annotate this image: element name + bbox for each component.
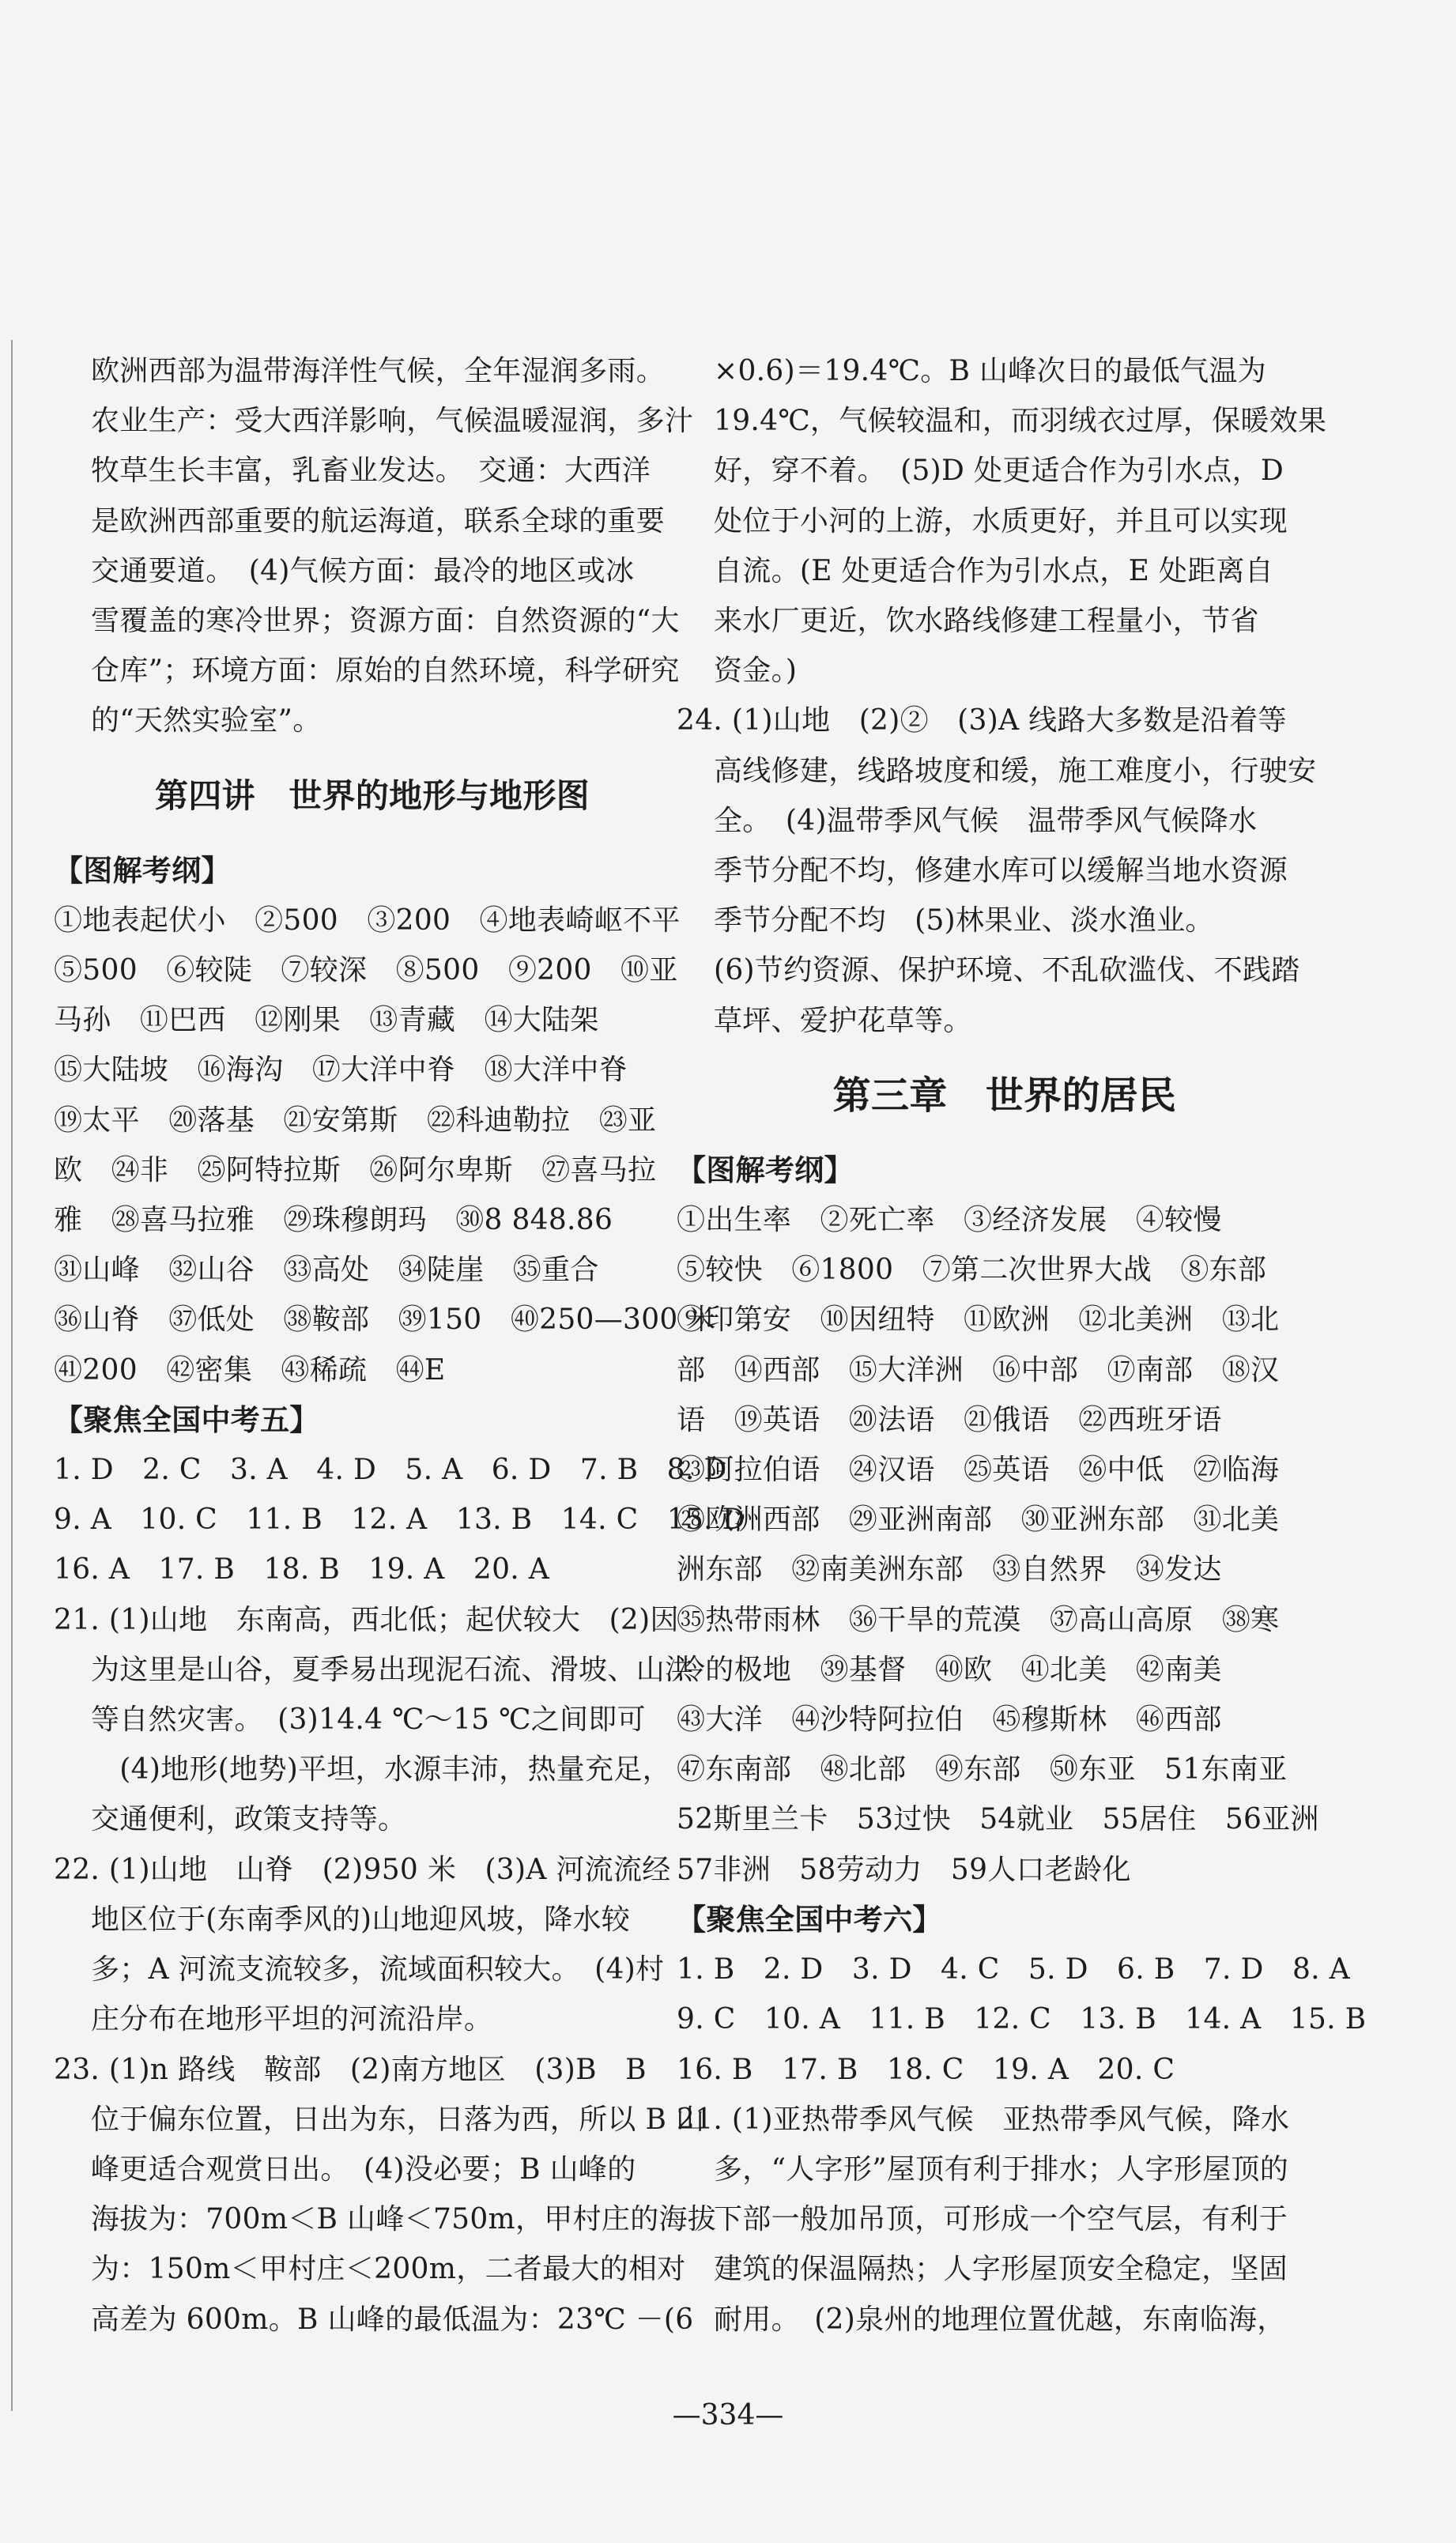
text-line: 地区位于(东南季风的)山地迎风坡，降水较 — [91, 1903, 631, 1936]
text-line: 语 ⑲英语 ⑳法语 ㉑俄语 ㉒西班牙语 — [677, 1403, 1222, 1436]
text-line: ㊱山脊 ㊲低处 ㊳鞍部 ㊴150 ㊵250—300 米 — [54, 1304, 716, 1337]
text-line: 多；A 河流支流较多，流域面积较大。 (4)村 — [91, 1953, 665, 1986]
text-line: 16. B 17. B 18. C 19. A 20. C — [677, 2053, 1175, 2086]
text-line: ×0.6)＝19.4℃。B 山峰次日的最低气温为 — [714, 355, 1266, 387]
text-line: 21. (1)亚热带季风气候 亚热带季风气候，降水 — [677, 2103, 1290, 2136]
section-heading: 【图解考纲】 — [677, 1153, 854, 1187]
section-heading: 【图解考纲】 — [54, 853, 231, 888]
text-line: 的“天然实验室”。 — [91, 704, 322, 738]
page-number: —334— — [672, 2399, 784, 2432]
text-line: 57非洲 58劳动力 59人口老龄化 — [677, 1853, 1131, 1886]
text-line: ①地表起伏小 ②500 ③200 ④地表崎岖不平 — [54, 904, 681, 937]
margin-rule — [11, 340, 13, 2411]
text-line: 21. (1)山地 东南高，西北低；起伏较大 (2)因 — [54, 1603, 679, 1636]
text-line: ⑤500 ⑥较陡 ⑦较深 ⑧500 ⑨200 ⑩亚 — [54, 954, 678, 987]
text-line: 草坪、爱护花草等。 — [714, 1004, 972, 1037]
text-line: (6)节约资源、保护环境、不乱砍滥伐、不践踏 — [714, 954, 1300, 987]
text-line: (4)地形(地势)平坦，水源丰沛，热量充足， — [91, 1753, 671, 1787]
text-line: 处位于小河的上游，水质更好，并且可以实现 — [714, 504, 1288, 538]
text-line: 来水厂更近，饮水路线修建工程量小，节省 — [714, 605, 1259, 638]
text-line: 欧洲西部为温带海洋性气候，全年湿润多雨。 — [91, 355, 666, 387]
text-line: ㊸大洋 ㊹沙特阿拉伯 ㊺穆斯林 ㊻西部 — [677, 1704, 1222, 1737]
text-line: ㊼东南部 ㊽北部 ㊾东部 ㊿东亚 51东南亚 — [677, 1753, 1288, 1787]
section-heading: 【聚焦全国中考五】 — [54, 1402, 319, 1437]
text-line: 为这里是山谷，夏季易出现泥石流、滑坡、山洪 — [91, 1653, 694, 1686]
text-line: 洲东部 ㉜南美洲东部 ㉝自然界 ㉞发达 — [677, 1553, 1222, 1587]
text-line: 为：150m＜甲村庄＜200m，二者最大的相对 — [91, 2253, 686, 2286]
text-line: ⑨印第安 ⑩因纽特 ⑪欧洲 ⑫北美洲 ⑬北 — [677, 1304, 1280, 1337]
text-line: 交通便利，政策支持等。 — [91, 1803, 407, 1836]
text-line: 1. D 2. C 3. A 4. D 5. A 6. D 7. B 8. D — [54, 1454, 727, 1487]
text-line: 雅 ㉘喜马拉雅 ㉙珠穆朗玛 ㉚8 848.86 — [54, 1204, 613, 1237]
text-line: 52斯里兰卡 53过快 54就业 55居住 56亚洲 — [677, 1803, 1319, 1836]
text-line: 部 ⑭西部 ⑮大洋洲 ⑯中部 ⑰南部 ⑱汉 — [677, 1353, 1280, 1387]
text-line: 仓库”；环境方面：原始的自然环境，科学研究 — [91, 655, 680, 688]
text-line: 1. B 2. D 3. D 4. C 5. D 6. B 7. D 8. A — [677, 1953, 1350, 1986]
text-line: 雪覆盖的寒冷世界；资源方面：自然资源的“大 — [91, 605, 680, 638]
text-line: 马孙 ⑪巴西 ⑫刚果 ⑬青藏 ⑭大陆架 — [54, 1004, 599, 1037]
text-line: 季节分配不均，修建水库可以缓解当地水资源 — [714, 855, 1288, 888]
text-line: 欧 ㉔非 ㉕阿特拉斯 ㉖阿尔卑斯 ㉗喜马拉 — [54, 1153, 657, 1187]
section-title: 第四讲 世界的地形与地形图 — [155, 775, 590, 815]
text-line: ⑲太平 ⑳落基 ㉑安第斯 ㉒科迪勒拉 ㉓亚 — [54, 1104, 657, 1137]
text-line: 是欧洲西部重要的航运海道，联系全球的重要 — [91, 504, 666, 538]
text-line: 农业生产：受大西洋影响，气候温暖湿润，多汁 — [91, 405, 694, 438]
text-line: 高差为 600m。B 山峰的最低温为：23℃ －(6 — [91, 2303, 694, 2336]
text-line: ①出生率 ②死亡率 ③经济发展 ④较慢 — [677, 1204, 1222, 1237]
text-line: 19.4℃，气候较温和，而羽绒衣过厚，保暖效果 — [714, 405, 1327, 438]
text-line: 全。 (4)温带季风气候 温带季风气候降水 — [714, 804, 1258, 837]
text-line: ㊶200 ㊷密集 ㊸稀疏 ㊹E — [54, 1353, 446, 1387]
text-line: 资金。) — [714, 655, 798, 688]
text-line: 位于偏东位置，日出为东，日落为西，所以 B 山 — [91, 2103, 705, 2136]
text-line: 庄分布在地形平坦的河流沿岸。 — [91, 2003, 493, 2036]
text-line: 下部一般加吊顶，可形成一个空气层，有利于 — [714, 2203, 1288, 2236]
text-line: 9. C 10. A 11. B 12. C 13. B 14. A 15. B — [677, 2003, 1367, 2036]
text-line: 牧草生长丰富，乳畜业发达。 交通：大西洋 — [91, 455, 651, 488]
left-column — [54, 346, 745, 2345]
section-heading: 【聚焦全国中考六】 — [677, 1902, 942, 1937]
text-line: 多，“人字形”屋顶有利于排水；人字形屋顶的 — [714, 2152, 1289, 2186]
text-line: 冷的极地 ㊴基督 ㊵欧 ㊶北美 ㊷南美 — [677, 1653, 1222, 1686]
text-line: ㉓阿拉伯语 ㉔汉语 ㉕英语 ㉖中低 ㉗临海 — [677, 1454, 1280, 1487]
text-line: ㉘欧洲西部 ㉙亚洲南部 ㉚亚洲东部 ㉛北美 — [677, 1504, 1280, 1537]
text-line: 16. A 17. B 18. B 19. A 20. A — [54, 1553, 550, 1587]
text-line: 峰更适合观赏日出。 (4)没必要；B 山峰的 — [91, 2152, 636, 2186]
section-title: 第三章 世界的居民 — [832, 1073, 1177, 1118]
text-line: 23. (1)n 路线 鞍部 (2)南方地区 (3)B B — [54, 2053, 647, 2086]
text-line: ㉟热带雨林 ㊱干旱的荒漠 ㊲高山高原 ㊳寒 — [677, 1603, 1280, 1636]
text-line: 海拔为：700m＜B 山峰＜750m，甲村庄的海拔 — [91, 2203, 717, 2236]
right-column — [677, 346, 1367, 2345]
text-line: 好，穿不着。 (5)D 处更适合作为引水点，D — [714, 455, 1284, 488]
text-line: 自流。(E 处更适合作为引水点，E 处距离自 — [714, 554, 1274, 587]
text-line: 建筑的保温隔热；人字形屋顶安全稳定，坚固 — [714, 2253, 1288, 2286]
text-line: 22. (1)山地 山脊 (2)950 米 (3)A 河流流经 — [54, 1853, 671, 1886]
text-line: 高线修建，线路坡度和缓，施工难度小，行驶安 — [714, 754, 1317, 787]
text-line: 季节分配不均 (5)林果业、淡水渔业。 — [714, 904, 1214, 938]
text-line: 24. (1)山地 (2)② (3)A 线路大多数是沿着等 — [677, 704, 1287, 738]
text-line: 耐用。 (2)泉州的地理位置优越，东南临海， — [714, 2303, 1286, 2336]
text-line: 9. A 10. C 11. B 12. A 13. B 14. C 15. D — [54, 1504, 745, 1537]
text-line: 交通要道。 (4)气候方面：最冷的地区或冰 — [91, 554, 635, 587]
text-line: ⑮大陆坡 ⑯海沟 ⑰大洋中脊 ⑱大洋中脊 — [54, 1054, 628, 1087]
text-line: 等自然灾害。 (3)14.4 ℃～15 ℃之间即可 — [91, 1704, 646, 1737]
text-line: ⑤较快 ⑥1800 ⑦第二次世界大战 ⑧东部 — [677, 1254, 1267, 1287]
text-line: ㉛山峰 ㉜山谷 ㉝高处 ㉞陡崖 ㉟重合 — [54, 1254, 599, 1287]
